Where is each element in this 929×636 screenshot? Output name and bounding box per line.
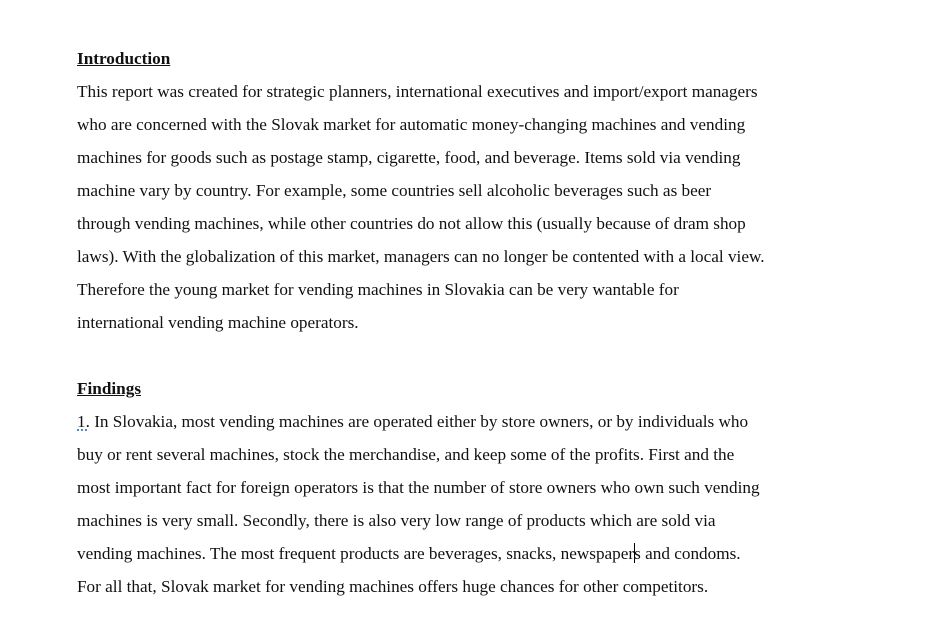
list-number: 1.	[77, 412, 90, 431]
paragraph-text: s and condoms.	[634, 544, 741, 563]
paragraph-line: most important fact for foreign operators is that the number of store owners who own such vending	[77, 478, 760, 497]
empty-paragraph	[77, 339, 877, 372]
paragraph-line: This report was created for strategic planners, international executives and import/export managers	[77, 82, 758, 101]
paragraph-line: international vending machine operators.	[77, 313, 359, 332]
section-heading-introduction: Introduction	[77, 49, 171, 68]
section-heading-findings: Findings	[77, 379, 142, 398]
paragraph-line: buy or rent several machines, stock the merchandise, and keep some of the profits. First and the	[77, 445, 735, 464]
paragraph-text: In Slovakia, most vending machines are operated either by store owners, or by individuals who	[89, 412, 749, 431]
paragraph-line: laws). With the globalization of this market, managers can no longer be contented with a local view.	[77, 247, 765, 266]
document-body[interactable]	[77, 42, 877, 603]
paragraph-line	[77, 537, 877, 570]
paragraph-line: For all that, Slovak market for vending machines offers huge chances for other competitors.	[77, 577, 709, 596]
paragraph-text: vending machines. The most frequent products are beverages, snacks, newspaper	[77, 544, 635, 563]
paragraph-line: who are concerned with the Slovak market for automatic money-changing machines and vending	[77, 115, 746, 134]
paragraph-line: machine vary by country. For example, some countries sell alcoholic beverages such as beer	[77, 181, 712, 200]
paragraph-line: machines for goods such as postage stamp, cigarette, food, and beverage. Items sold via vending	[77, 148, 741, 167]
paragraph-line: through vending machines, while other countries do not allow this (usually because of dram shop	[77, 214, 746, 233]
paragraph-line	[77, 405, 877, 438]
paragraph-line: Therefore the young market for vending machines in Slovakia can be very wantable for	[77, 280, 679, 299]
paragraph-line: machines is very small. Secondly, there is also very low range of products which are sold via	[77, 511, 716, 530]
